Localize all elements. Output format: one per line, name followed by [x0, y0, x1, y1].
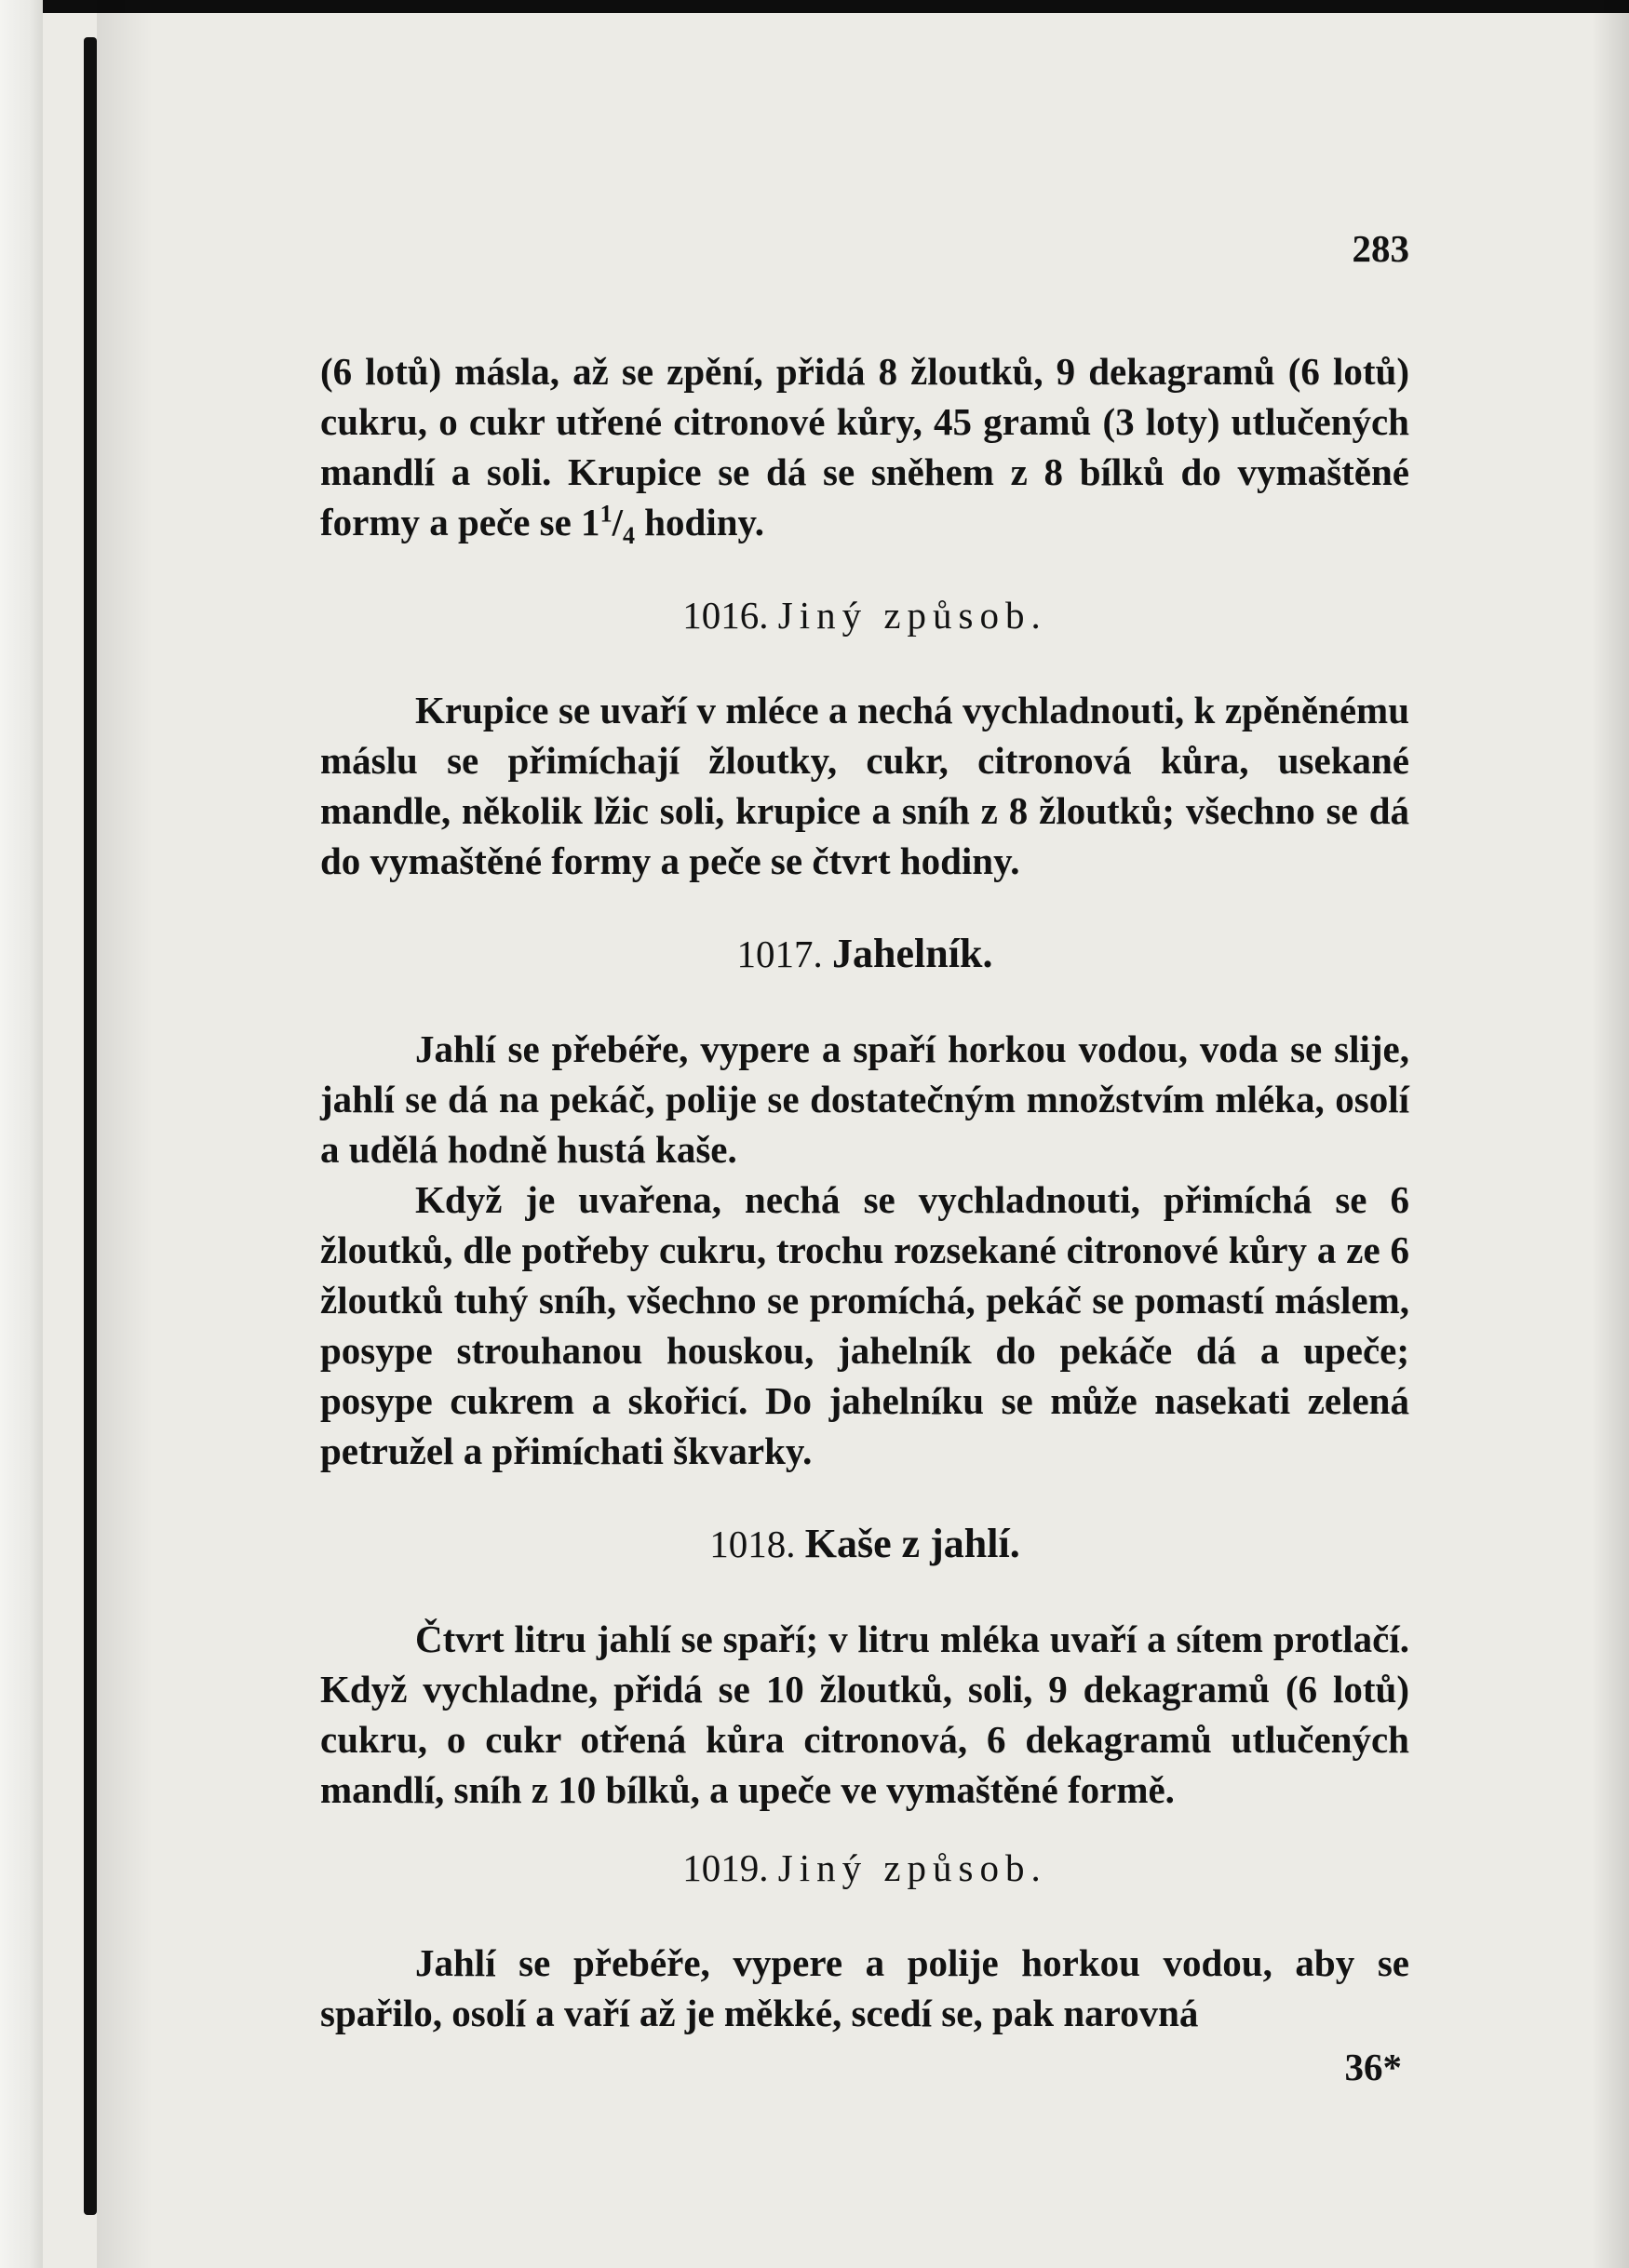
page-spine-margin [0, 0, 43, 2268]
page-text [320, 223, 1409, 2092]
recipe-number: 1018. [709, 1523, 796, 1565]
scan-top-edge [0, 0, 1629, 13]
recipe-heading-1016 [320, 590, 1409, 640]
recipe-paragraph: Krupice se uvaří v mléce a nechá vychladnouti, k zpěněnému máslu se přimíchají žloutky, cukr, citronová kůra, usekané mandle, několik lžic soli, krupice a sníh z 8 žloutků; všechno se dá do vymaštěné formy a peče se čtvrt hodiny. [320, 689, 1409, 882]
recipe-paragraph: Jahlí se přebéře, vypere a polije horkou vodou, aby se spařilo, osolí a vaří až je měkké, scedí se, pak narovná [320, 1941, 1409, 2034]
recipe-paragraph: Čtvrt litru jahlí se spaří; v litru mléka uvaří a sítem protlačí. Když vychladne, přidá se 10 žloutků, soli, 9 dekagramů (6 lotů) cukru, o cukr otřená kůra citronová, 6 dekagramů utlučených mandlí, sníh z 10 bílků, a upeče ve vymaštěné formě. [320, 1617, 1409, 1811]
recipe-heading-1018 [320, 1519, 1409, 1569]
recipe-title: Jiný způsob. [777, 594, 1047, 637]
recipe-heading-1017 [320, 929, 1409, 979]
paragraph-continuation: (6 lotů) másla, až se zpění, přidá 8 žloutků, 9 dekagramů (6 lotů) cukru, o cukr utřené citronové kůry, 45 gramů (3 loty) utlučených mandlí a soli. Krupice se dá se sněhem z 8 bílků do vymaštěné formy a peče se $1^1/_4$ hodiny. [320, 350, 1409, 550]
fraction-denominator: 4 [622, 522, 635, 550]
binding-shadow [97, 0, 153, 2268]
page-right-edge [1592, 0, 1629, 2268]
recipe-heading-1019 [320, 1843, 1409, 1893]
recipe-paragraph: Když je uvařena, nechá se vychladnouti, přimíchá se 6 žloutků, dle potřeby cukru, trochu rozsekané citronové kůry a ze 6 žloutků tuhý sníh, všechno se promíchá, pekáč se pomastí máslem, posype strouhanou houskou, jahelník do pekáče dá a upeče; posype cukrem a skořicí. Do jahelníku se může nasekati zelená petružel a přimíchati škvarky. [320, 1178, 1409, 1472]
page-number: 283 [1352, 227, 1409, 270]
paragraph-text-end: hodiny. [634, 501, 765, 544]
recipe-title: Jahelník. [832, 931, 993, 976]
recipe-title: Jiný způsob. [777, 1846, 1047, 1889]
recipe-title: Kaše z jahlí. [804, 1521, 1020, 1566]
recipe-number: 1017. [736, 933, 823, 975]
recipe-number: 1019. [682, 1846, 769, 1889]
fraction-numerator: 1 [599, 500, 613, 528]
recipe-number: 1016. [682, 594, 769, 637]
binding-line [84, 37, 97, 2215]
paragraph-text: (6 lotů) másla, až se zpění, přidá 8 žloutků, 9 dekagramů (6 lotů) cukru, o cukr utřené citronové kůry, 45 gramů (3 loty) utlučených mandlí a soli. Krupice se dá se sněhem z 8 bílků do vymaštěné formy a peče se 1 [320, 350, 1409, 544]
signature-mark: 36* [1344, 2046, 1402, 2088]
recipe-paragraph: Jahlí se přebéře, vypere a spaří horkou vodou, voda se slije, jahlí se dá na pekáč, polije se dostatečným množstvím mléka, osolí a udělá hodně hustá kaše. [320, 1027, 1409, 1171]
